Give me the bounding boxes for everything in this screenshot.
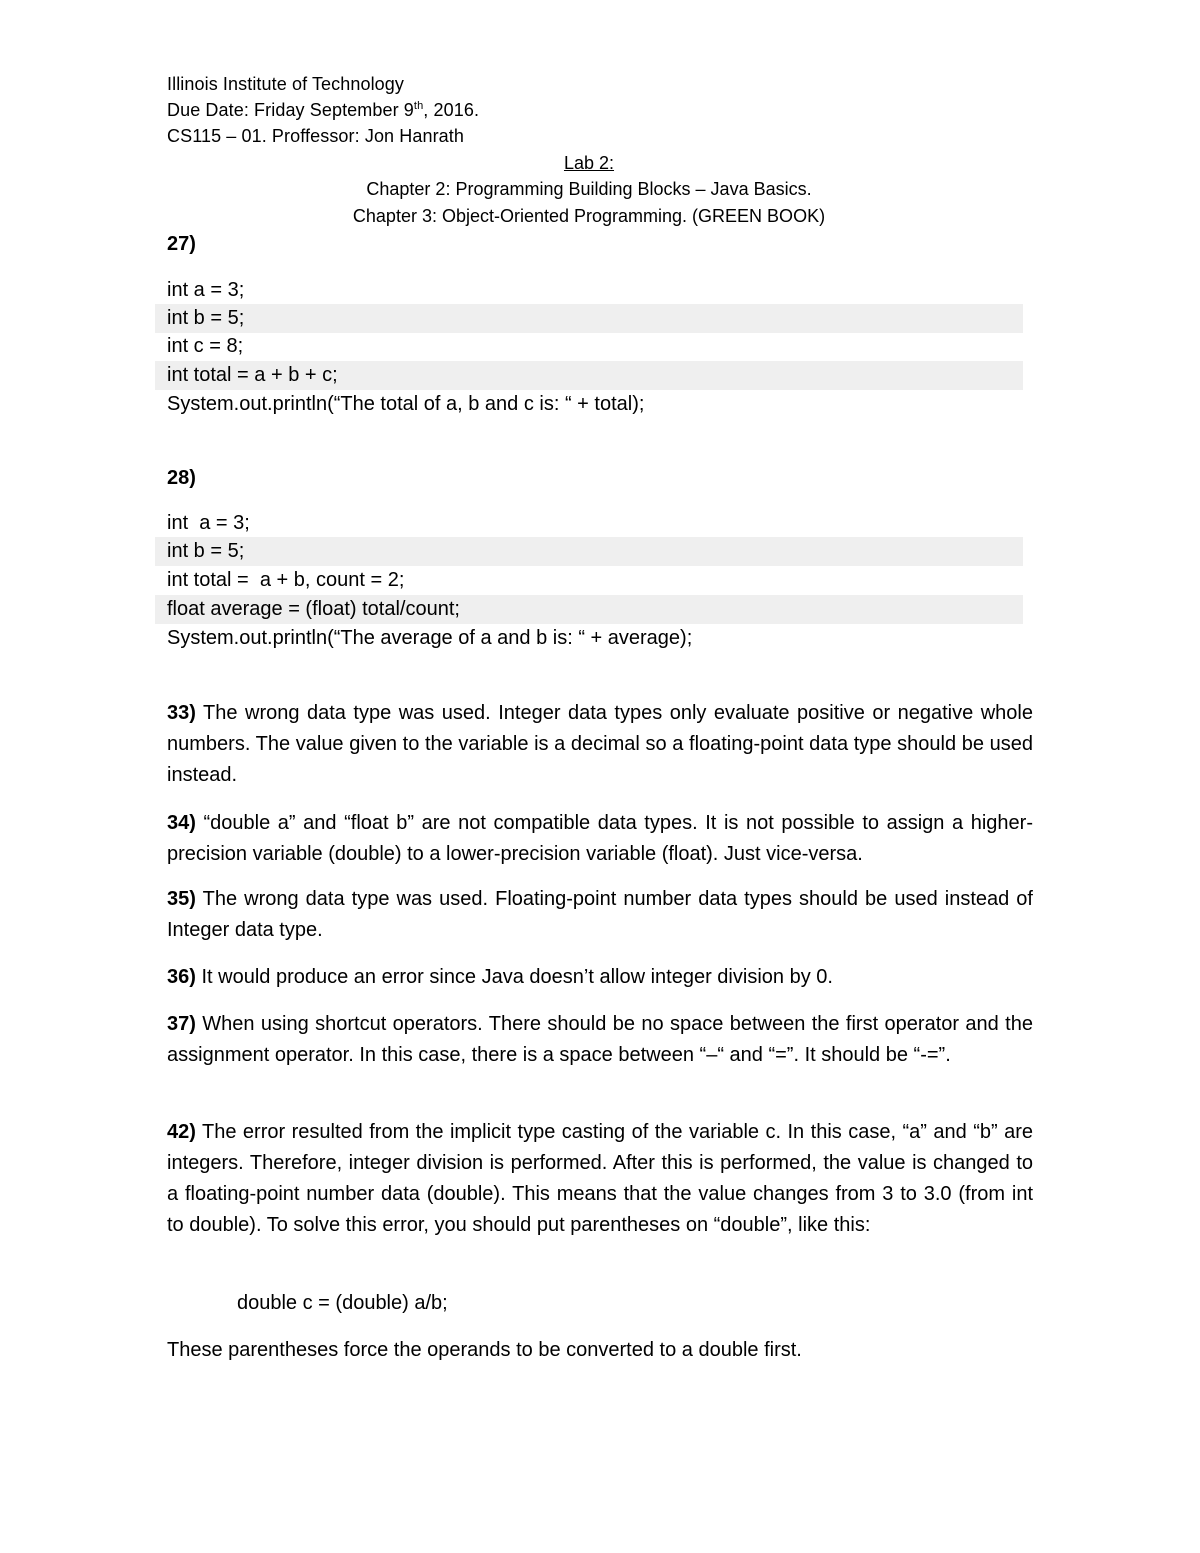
due-date-suffix: , 2016. xyxy=(423,100,480,120)
question-27-number: 27) xyxy=(167,233,196,255)
answer-42-text: The error resulted from the implicit type casting of the variable c. In this case, “a” and “b” are integers. Therefore, integer division is performed. After this is performed, the value is changed to a floating-point number data (double). This means that the value changes from 3 to 3.0 (from int to double). To solve this error, you should put parentheses on “double”, like this: xyxy=(167,1121,1034,1236)
code-example: double c = (double) a/b; xyxy=(237,1292,448,1314)
code-line: int c = 8; xyxy=(167,335,244,357)
due-date xyxy=(167,97,479,123)
lab-title: Lab 2: xyxy=(563,153,615,173)
due-date-ordinal: th xyxy=(413,100,424,112)
answer-36 xyxy=(167,962,1033,993)
answer-37 xyxy=(167,1009,1033,1071)
code-line: int b = 5; xyxy=(155,537,1023,566)
chapter-3-title: Chapter 3: Object-Oriented Programming. (GREEN BOOK) xyxy=(352,206,826,226)
code-line: int total = a + b, count = 2; xyxy=(167,569,405,591)
answer-34-text: “double a” and “float b” are not compatible data types. It is not possible to assign a higher-precision variable (double) to a lower-precision variable (float). Just vice-versa. xyxy=(167,812,1033,865)
chapter-2-title: Chapter 2: Programming Building Blocks – Java Basics. xyxy=(366,179,812,199)
answer-37-text: When using shortcut operators. There should be no space between the first operator and the assignment operator. In this case, there is a space between “–“ and “=”. It should be “-=”. xyxy=(167,1013,1033,1066)
code-line: float average = (float) total/count; xyxy=(155,595,1023,624)
answer-35 xyxy=(167,884,1033,946)
course-info: CS115 – 01. Proffessor: Jon Hanrath xyxy=(167,126,465,146)
code-line: System.out.println(“The total of a, b and c is: “ + total); xyxy=(167,393,645,415)
answer-35-text: The wrong data type was used. Floating-point number data types should be used instead of Integer data type. xyxy=(167,888,1033,941)
institution-name: Illinois Institute of Technology xyxy=(167,74,405,94)
answer-37-number: 37) xyxy=(167,1013,196,1035)
answer-33-text: The wrong data type was used. Integer data types only evaluate positive or negative whole numbers. The value given to the variable is a decimal so a floating-point data type should be used instead. xyxy=(167,702,1033,786)
answer-34-number: 34) xyxy=(167,812,196,834)
answer-36-number: 36) xyxy=(167,966,196,988)
answer-33 xyxy=(167,698,1033,791)
code-line: System.out.println(“The average of a and b is: “ + average); xyxy=(167,627,693,649)
answer-42-number: 42) xyxy=(167,1121,196,1143)
code-line: int a = 3; xyxy=(167,512,250,534)
code-line: int a = 3; xyxy=(167,279,245,301)
answer-34 xyxy=(167,808,1033,870)
answer-42 xyxy=(167,1117,1033,1241)
conclusion-text: These parentheses force the operands to be converted to a double first. xyxy=(167,1339,802,1361)
answer-35-number: 35) xyxy=(167,888,196,910)
answer-36-text: It would produce an error since Java doesn’t allow integer division by 0. xyxy=(201,966,833,988)
due-date-prefix: Due Date: Friday September 9 xyxy=(167,100,414,120)
question-28-number: 28) xyxy=(167,467,196,489)
answer-33-number: 33) xyxy=(167,702,196,724)
code-line: int b = 5; xyxy=(155,304,1023,333)
code-line: int total = a + b + c; xyxy=(155,361,1023,390)
